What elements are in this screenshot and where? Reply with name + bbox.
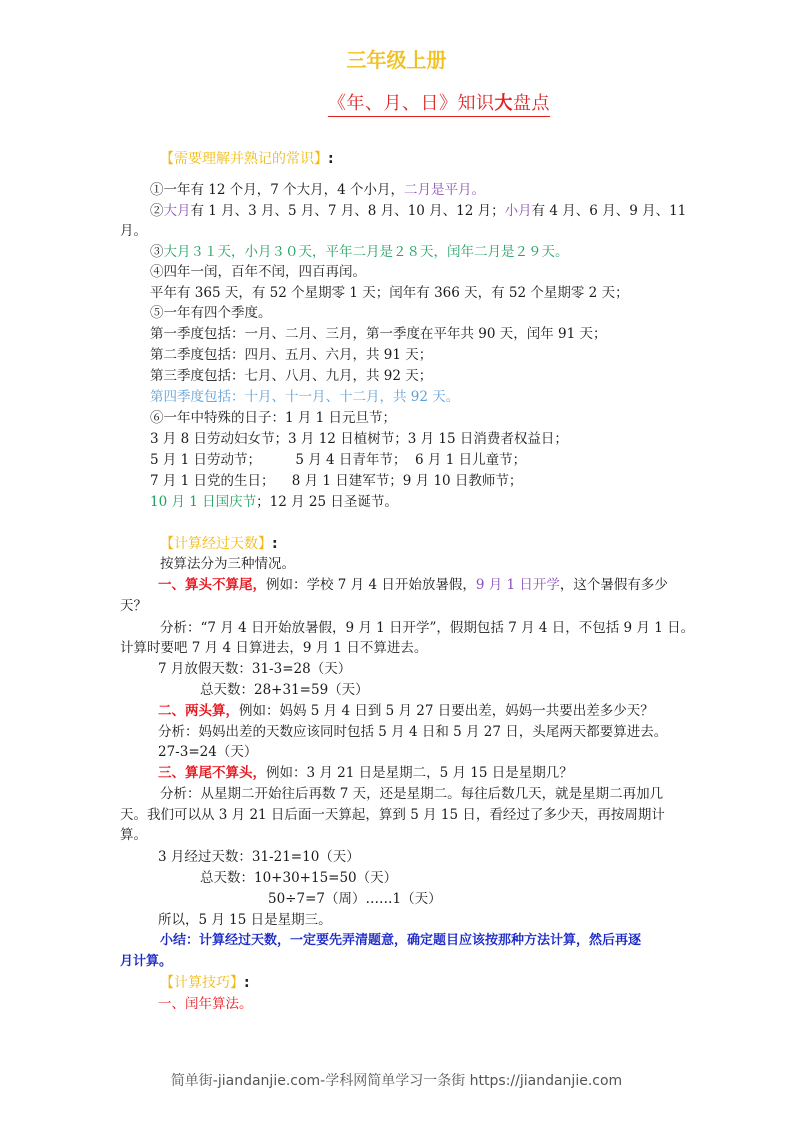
summary-wrap: 月计算。 (120, 954, 173, 969)
case-1-calc-1: 7 月放假天数：31-3=28（天） (158, 661, 352, 677)
knowledge-item-1: ①一年有 12 个月，7 个大月，4 个小月，二月是平月。 (150, 182, 486, 198)
knowledge-item-2: ②大月有 1 月、3 月、5 月、7 月、8 月、10 月、12 月；小月有 4 月、6 月、9 月、11 (150, 203, 687, 219)
tip-item-1: 一、闰年算法。 (158, 996, 253, 1012)
knowledge-item-6: ⑥一年中特殊的日子：1 月 1 日元旦节； (150, 410, 397, 426)
case-2-analysis: 分析：妈妈出差的天数应该同时包括 5 月 4 日和 5 月 27 日，头尾两天都要算进去。 (158, 724, 668, 740)
knowledge-item-3: ③大月３１天，小月３０天，平年二月是２８天，闰年二月是２９天。 (150, 244, 569, 260)
quarter-3: 第三季度包括：七月、八月、九月，共 92 天； (150, 368, 433, 384)
case-1-calc-2: 总天数：28+31=59（天） (200, 682, 369, 698)
holidays-row-1: 3 月 8 日劳动妇女节；3 月 12 日植树节；3 月 15 日消费者权益日； (150, 431, 568, 447)
subtitle-part2: 大 (494, 93, 513, 114)
page-footer: 简单街-jiandanjie.com-学科网简单学习一条街 https://jiandanjie.com (170, 1073, 623, 1089)
quarter-1: 第一季度包括：一月、二月、三月，第一季度在平年共 90 天，闰年 91 天； (150, 326, 607, 342)
subtitle-part3: 盘点 (513, 93, 550, 114)
document-subtitle (328, 89, 550, 117)
case-2-calc: 27-3=24（天） (158, 744, 258, 760)
knowledge-item-5: ⑤一年有四个季度。 (150, 305, 272, 321)
case-1-analysis: 分析：“7 月 4 日开始放暑假，9 月 1 日开学”，假期包括 7 月 4 日，不包括 9 月 1 日。 (160, 620, 695, 636)
quarter-4: 第四季度包括：十月、十一月、十二月，共 92 天。 (150, 389, 460, 405)
section-heading-calc-tips: 【计算技巧】: (160, 975, 250, 991)
case-1: 一、算头不算尾，例如：学校 7 月 4 日开始放暑假，9 月 1 日开学，这个暑假有多少 (158, 577, 668, 593)
quarter-2: 第二季度包括：四月、五月、六月，共 91 天； (150, 347, 433, 363)
holidays-row-2: 5 月 1 日劳动节； 5 月 4 日青年节； 6 月 1 日儿童节； (150, 452, 527, 468)
section-heading-elapsed-days: 【计算经过天数】: (160, 536, 278, 552)
knowledge-item-4: ④四年一闰，百年不闰，四百再闰。 (150, 264, 366, 280)
holidays-row-4: 10 月 1 日国庆节；12 月 25 日圣诞节。 (150, 494, 398, 510)
subtitle-part1: 《年、月、日》知识 (328, 93, 495, 114)
summary: 小结：计算经过天数，一定要先弄清题意，确定题目应该按那种方法计算，然后再逐 (160, 933, 642, 948)
case-3-analysis-wrap-1: 天。我们可以从 3 月 21 日后面一天算起，算到 5 月 15 日，看经过了多少天，再按周期计 (120, 807, 665, 823)
case-3-conclusion: 所以，5 月 15 日是星期三。 (158, 912, 332, 928)
case-1-wrap: 天？ (120, 598, 147, 614)
year-days-line: 平年有 365 天，有 52 个星期零 1 天；闰年有 366 天，有 52 个星期零 2 天； (150, 285, 629, 301)
case-1-analysis-wrap: 计算时要吧 7 月 4 日算进去，9 月 1 日不算进去。 (120, 640, 428, 656)
case-3-calc-2: 总天数：10+30+15=50（天） (200, 870, 398, 886)
case-3-analysis: 分析：从星期二开始往后再数 7 天，还是星期二。每往后数几天，就是星期二再加几 (160, 786, 664, 802)
elapsed-intro: 按算法分为三种情况。 (160, 556, 295, 572)
knowledge-item-2-wrap: 月。 (120, 223, 147, 239)
section-heading-common-knowledge: 【需要理解并熟记的常识】: (160, 151, 334, 167)
case-3-analysis-wrap-2: 算。 (120, 827, 147, 843)
case-3-calc-1: 3 月经过天数：31-21=10（天） (158, 849, 360, 865)
document-title: 三年级上册 (346, 48, 447, 72)
case-3: 三、算尾不算头，例如：3 月 21 日是星期二，5 月 15 日是星期几？ (158, 765, 573, 781)
case-2: 二、两头算，例如：妈妈 5 月 4 日到 5 月 27 日要出差，妈妈一共要出差多少天？ (158, 703, 654, 719)
holidays-row-3: 7 月 1 日党的生日； 8 月 1 日建军节；9 月 10 日教师节； (150, 473, 523, 489)
case-3-calc-3: 50÷7=7（周）……1（天） (268, 891, 442, 907)
